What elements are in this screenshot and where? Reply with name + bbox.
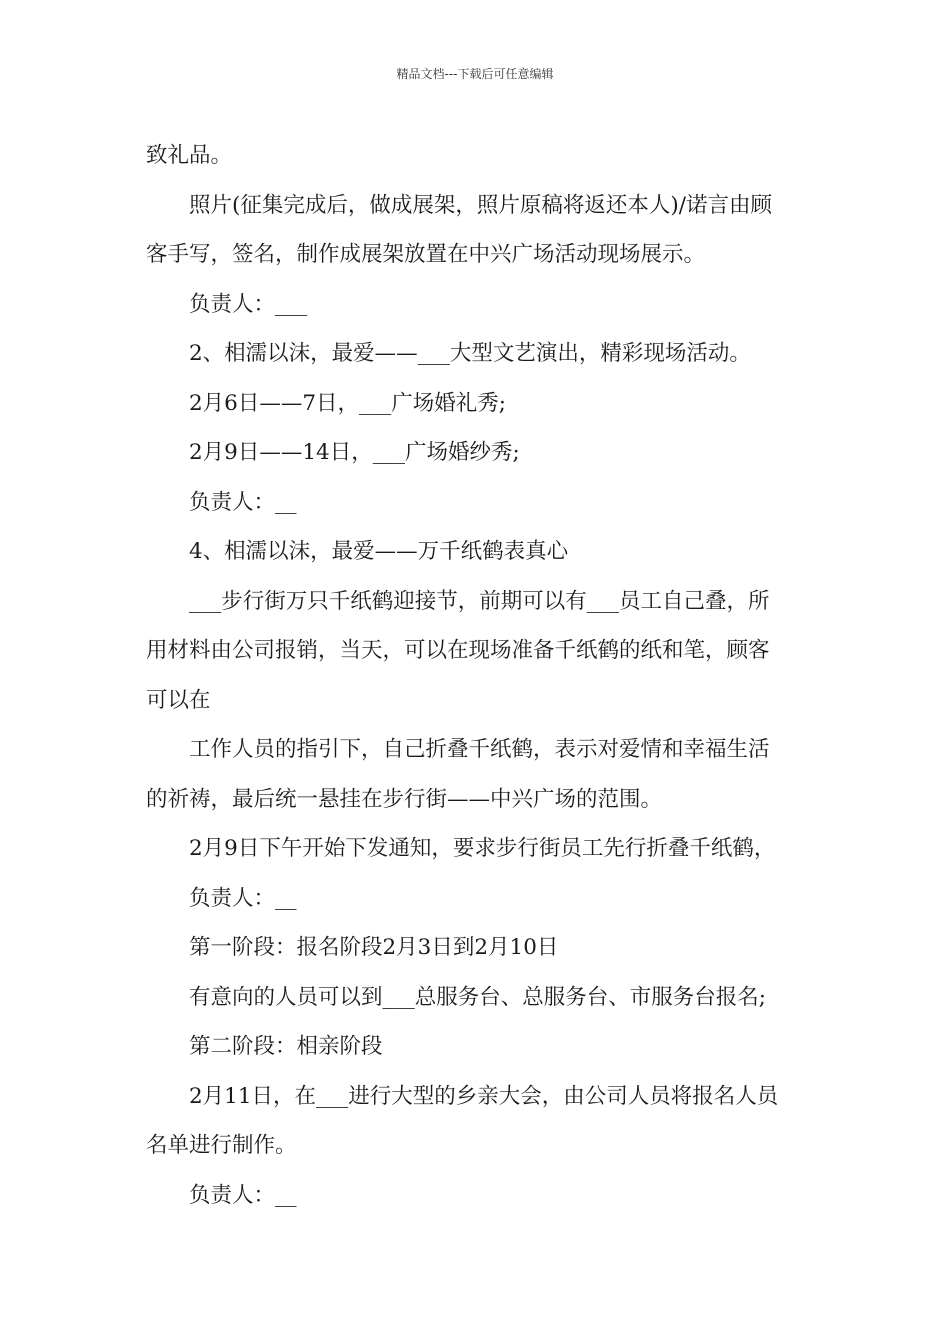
document-body [146, 131, 810, 1220]
paragraph-line: 2、相濡以沫，最爱——___大型文艺演出，精彩现场活动。 [189, 341, 751, 366]
page-header: 精品文档---下载后可任意编辑 [396, 67, 554, 81]
paragraph-line: 有意向的人员可以到___总服务台、总服务台、市服务台报名; [189, 984, 766, 1010]
paragraph-line: 用材料由公司报销，当天，可以在现场准备千纸鹤的纸和笔，顾客 [146, 638, 770, 663]
paragraph-line: 2月11日，在___进行大型的乡亲大会，由公司人员将报名人员 [189, 1083, 779, 1109]
paragraph-line: 第一阶段：报名阶段2月3日到2月10日 [189, 935, 559, 960]
paragraph-line: 负责人：__ [189, 885, 297, 911]
paragraph-line: 2月9日——14日，___广场婚纱秀; [189, 440, 520, 465]
paragraph-line: 的祈祷，最后统一悬挂在步行街——中兴广场的范围。 [146, 786, 663, 812]
paragraph-line: 照片(征集完成后，做成展架，照片原稿将返还本人)/诺言由顾 [189, 192, 773, 218]
paragraph-line: ___步行街万只千纸鹤迎接节，前期可以有___员工自己叠，所 [189, 588, 770, 614]
paragraph-line: 第二阶段：相亲阶段 [189, 1034, 383, 1059]
paragraph-line: 负责人：__ [189, 1182, 297, 1208]
paragraph-line: 可以在 [146, 687, 211, 713]
paragraph-line: 2月9日下午开始下发通知，要求步行街员工先行折叠千纸鹤， [189, 836, 776, 861]
paragraph-line: 4、相濡以沫，最爱——万千纸鹤表真心 [189, 539, 569, 564]
paragraph-line: 致礼品。 [146, 143, 233, 168]
paragraph-line: 名单进行制作。 [146, 1133, 297, 1158]
paragraph-line: 负责人：___ [189, 291, 308, 317]
paragraph-line: 工作人员的指引下，自己折叠千纸鹤，表示对爱情和幸福生活 [189, 737, 770, 762]
paragraph-line: 客手写，签名，制作成展架放置在中兴广场活动现场展示。 [146, 242, 706, 267]
paragraph-line: 2月6日——7日，___广场婚礼秀; [189, 390, 507, 416]
paragraph-line: 负责人：__ [189, 489, 297, 515]
